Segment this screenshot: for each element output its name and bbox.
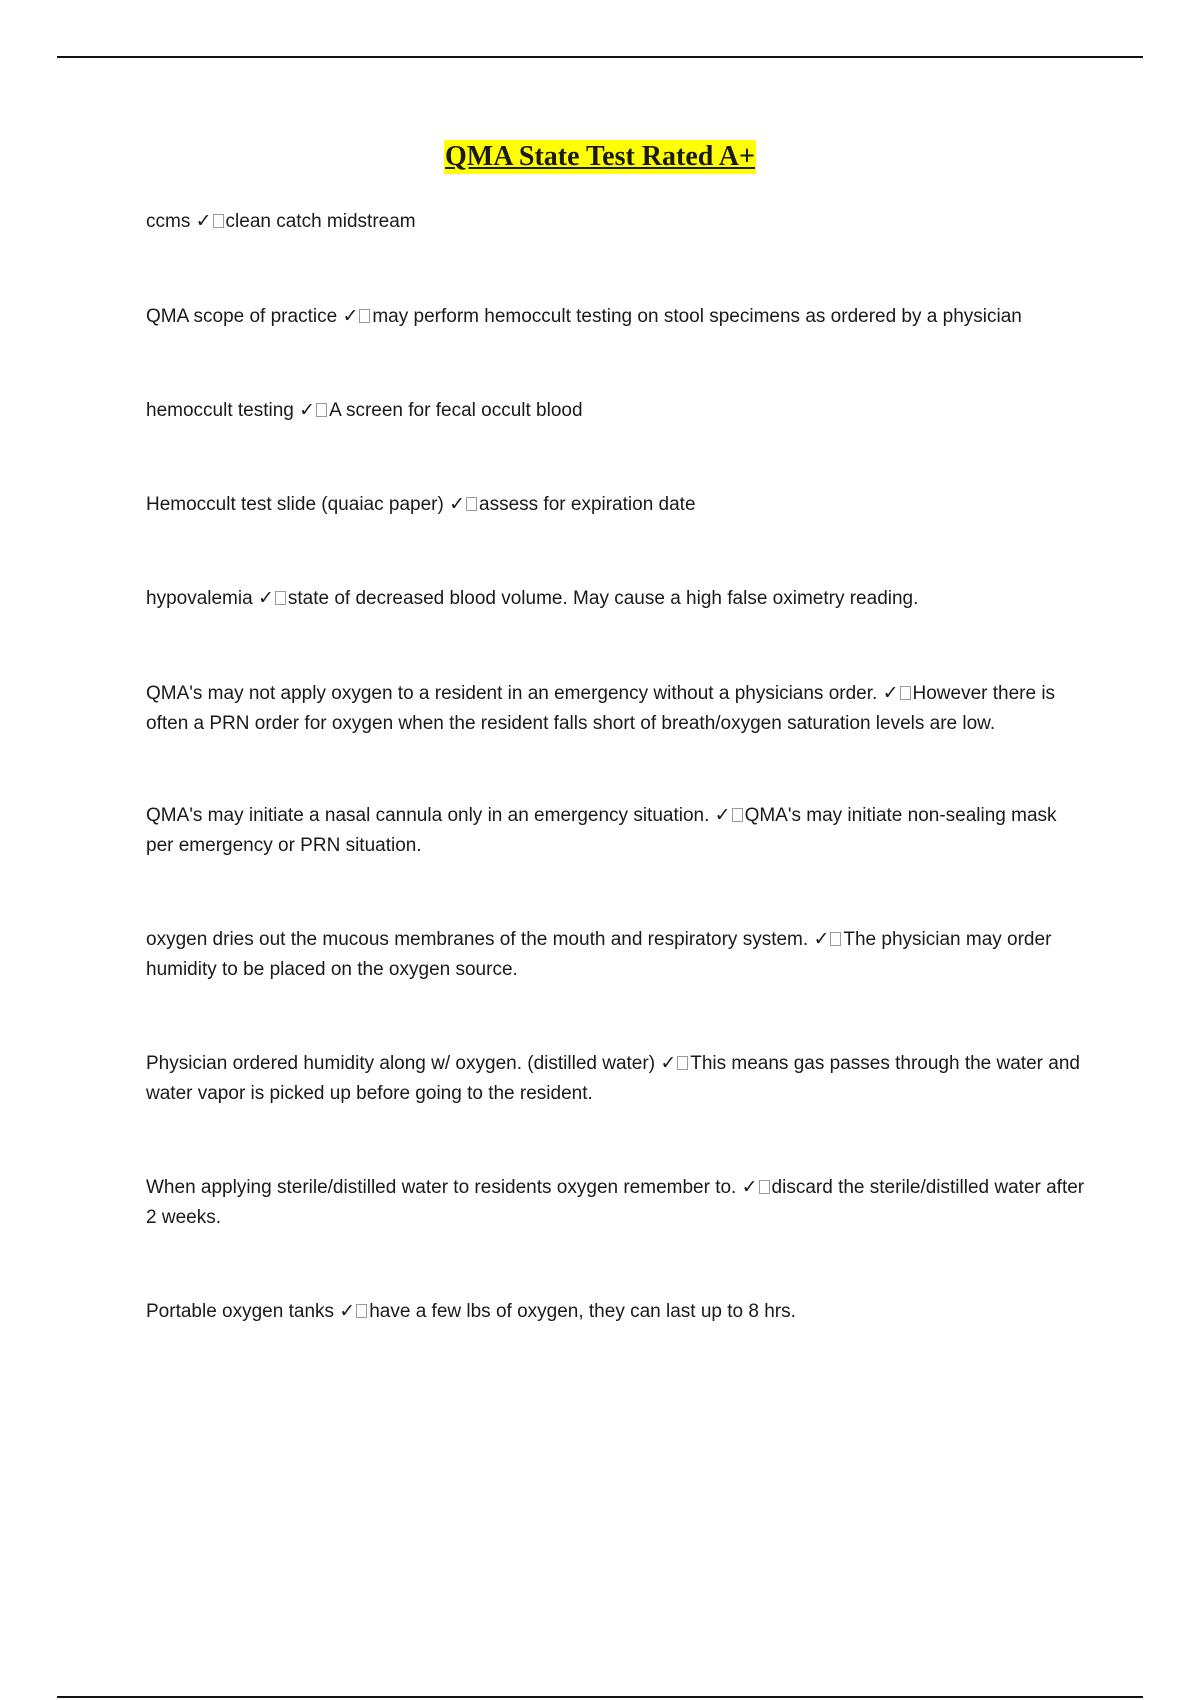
missing-glyph-box-icon <box>900 686 911 700</box>
entry <box>146 489 1086 520</box>
entry-term: Physician ordered humidity along w/ oxygen. (distilled water) <box>146 1053 656 1074</box>
entry-definition: The physician may order humidity to be placed on the oxygen source. <box>146 929 1052 980</box>
entry-definition: state of decreased blood volume. May cause a high false oximetry reading. <box>287 588 919 609</box>
entry-definition: assess for expiration date <box>479 494 696 515</box>
entry-term: QMA's may not apply oxygen to a resident in an emergency without a physicians order. <box>146 683 878 704</box>
missing-glyph-box-icon <box>359 309 370 323</box>
check-icon: ✓ <box>882 682 899 704</box>
entry-term: hemoccult testing <box>146 400 294 421</box>
title-container <box>0 140 1200 174</box>
entry-term: Portable oxygen tanks <box>146 1301 335 1322</box>
missing-glyph-box-icon <box>466 497 477 511</box>
entry <box>146 678 1086 739</box>
entry-definition: However there is often a PRN order for oxygen when the resident falls short of breath/oxygen saturation levels are low. <box>146 683 1056 734</box>
entry-term: QMA's may initiate a nasal cannula only in an emergency situation. <box>146 805 710 826</box>
missing-glyph-box-icon <box>677 1056 688 1070</box>
entry-definition: may perform hemoccult testing on stool specimens as ordered by a physician <box>372 306 1022 327</box>
check-icon: ✓ <box>342 305 359 327</box>
check-icon: ✓ <box>257 587 274 609</box>
entry-definition: QMA's may initiate non-sealing mask per emergency or PRN situation. <box>146 805 1057 856</box>
missing-glyph-box-icon <box>759 1180 770 1194</box>
entry-term: hypovalemia <box>146 588 253 609</box>
check-icon: ✓ <box>741 1176 758 1198</box>
check-icon: ✓ <box>714 804 731 826</box>
entry-definition: A screen for fecal occult blood <box>329 400 583 421</box>
missing-glyph-box-icon <box>275 591 286 605</box>
check-icon: ✓ <box>195 210 212 232</box>
entry <box>146 583 1086 614</box>
entry-term: oxygen dries out the mucous membranes of the mouth and respiratory system. <box>146 929 809 950</box>
check-icon: ✓ <box>660 1052 677 1074</box>
entry <box>146 395 1086 426</box>
entry-term: When applying sterile/distilled water to residents oxygen remember to. <box>146 1177 737 1198</box>
check-icon: ✓ <box>339 1300 356 1322</box>
missing-glyph-box-icon <box>316 403 327 417</box>
entry <box>146 1048 1086 1109</box>
entry <box>146 206 1086 237</box>
check-icon: ✓ <box>813 928 830 950</box>
entry-definition: discard the sterile/distilled water after 2 weeks. <box>146 1177 1085 1228</box>
entry <box>146 301 1086 332</box>
missing-glyph-box-icon <box>213 214 224 228</box>
check-icon: ✓ <box>299 399 316 421</box>
entry-term: Hemoccult test slide (quaiac paper) <box>146 494 444 515</box>
check-icon: ✓ <box>449 493 466 515</box>
top-rule <box>57 56 1143 58</box>
document-title: QMA State Test Rated A+ <box>445 141 755 172</box>
entry-definition: have a few lbs of oxygen, they can last up to 8 hrs. <box>369 1301 796 1322</box>
entry-definition: This means gas passes through the water and water vapor is picked up before going to the resident. <box>146 1053 1080 1104</box>
entry <box>146 1172 1086 1233</box>
missing-glyph-box-icon <box>732 808 743 822</box>
missing-glyph-box-icon <box>830 932 841 946</box>
bottom-rule <box>57 1696 1143 1698</box>
entry <box>146 1296 1086 1327</box>
entry <box>146 800 1086 861</box>
missing-glyph-box-icon <box>356 1304 367 1318</box>
entry-term: ccms <box>146 211 191 232</box>
entry-term: QMA scope of practice <box>146 306 338 327</box>
entry-list <box>146 206 1086 1327</box>
entry <box>146 924 1086 985</box>
entry-definition: clean catch midstream <box>225 211 416 232</box>
